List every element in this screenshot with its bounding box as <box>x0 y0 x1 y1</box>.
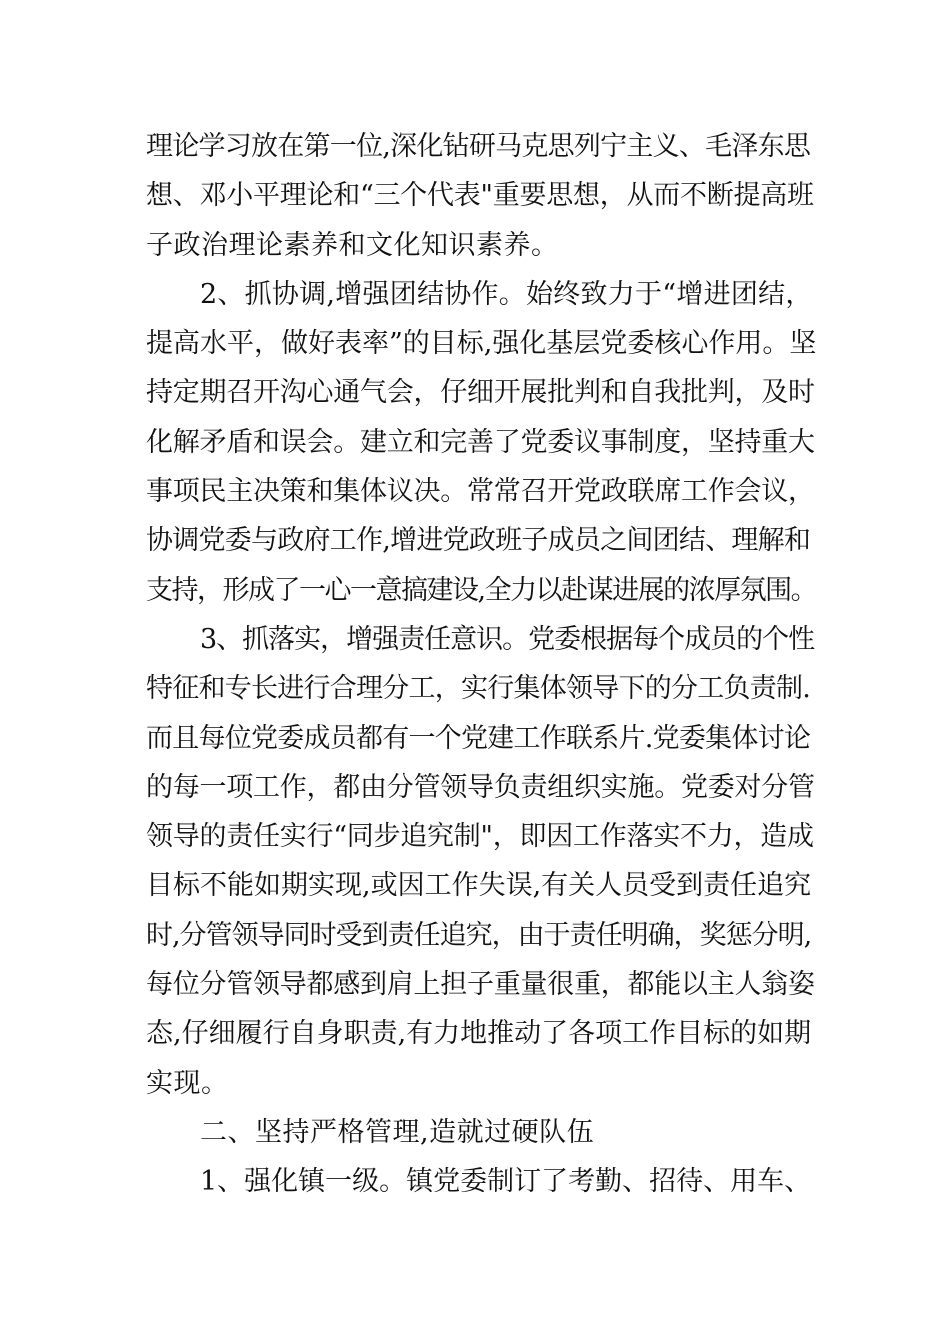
section-heading: 二、坚持严格管理,造就过硬队伍 <box>200 1116 595 1148</box>
document-body <box>146 122 816 1207</box>
text-line-2: 想、邓小平理论和“三个代表"重要思想，从而不断提高班 <box>146 180 814 212</box>
text-line-16: 目标不能如期实现,或因工作失误,有关人员受到责任追究 <box>146 870 812 902</box>
text-line-8: 事项民主决策和集体议决。常常召开党政联席工作会议， <box>146 476 815 508</box>
text-line-12: 特征和专长进行合理分工，实行集体领导下的分工负责制. <box>146 673 811 705</box>
text-line-6: 持定期召开沟心通气会，仔细开展批判和自我批判，及时 <box>146 377 815 409</box>
text-line-10: 支持，形成了一心一意搞建设,全力以赴谋进展的浓厚氛围。 <box>146 574 817 606</box>
text-line-18: 每位分管领导都感到肩上担子重量很重，都能以主人翁姿 <box>146 969 815 1001</box>
text-line-11: 3、抓落实，增强责任意识。党委根据每个成员的个性 <box>200 623 815 655</box>
text-line-14: 的每一项工作，都由分管领导负责组织实施。党委对分管 <box>146 771 815 803</box>
text-line-22: 1、强化镇一级。镇党委制订了考勤、招待、用车、 <box>200 1166 812 1198</box>
text-line-3: 子政治理论素养和文化知识素养。 <box>146 229 559 261</box>
text-line-7: 化解矛盾和误会。建立和完善了党委议事制度，坚持重大 <box>146 426 815 458</box>
text-line-15: 领导的责任实行“同步追究制"，即因工作落实不力，造成 <box>146 821 814 853</box>
text-line-19: 态,仔细履行自身职责,有力地推动了各项工作目标的如期 <box>146 1018 812 1050</box>
text-line-9: 协调党委与政府工作,增进党政班子成员之间团结、理解和 <box>146 525 811 557</box>
text-line-13: 而且每位党委成员都有一个党建工作联系片.党委集体讨论 <box>146 722 811 754</box>
text-line-20: 实现。 <box>146 1067 229 1099</box>
text-line-17: 时,分管领导同时受到责任追究，由于责任明确，奖惩分明, <box>146 919 812 951</box>
text-line-4: 2、抓协调,增强团结协作。始终致力于“增进团结， <box>200 278 813 310</box>
text-line-5: 提高水平，做好表率”的目标,强化基层党委核心作用。坚 <box>146 328 817 360</box>
text-line-1: 理论学习放在第一位,深化钻研马克思列宁主义、毛泽东思 <box>146 131 811 162</box>
